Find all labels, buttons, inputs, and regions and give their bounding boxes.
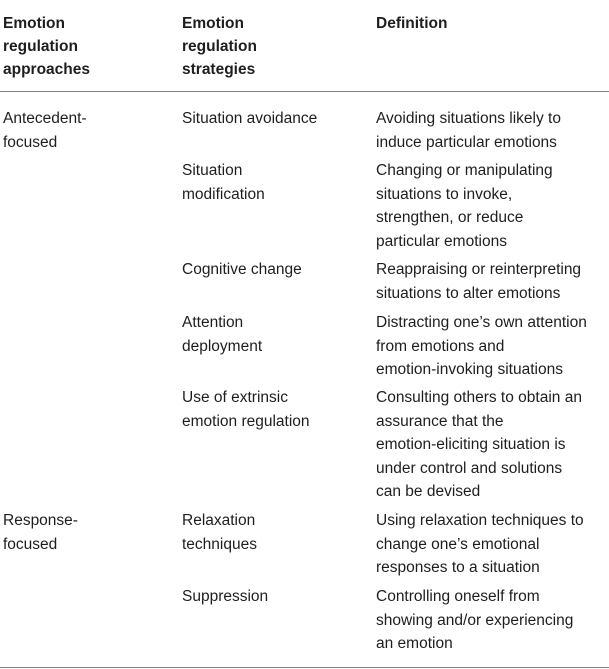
cell-line: situations to alter emotions [376, 284, 561, 302]
cell-line: Using relaxation techniques to [376, 512, 584, 529]
cell-line: Attention [182, 314, 244, 331]
row-4-strategy [182, 311, 262, 358]
header-definition [376, 12, 606, 35]
header-approaches [3, 12, 163, 81]
row-2-definition [376, 159, 553, 253]
row-3-strategy [182, 258, 302, 282]
cell-line: techniques [182, 535, 257, 553]
cell-line: situations to invoke, [376, 185, 513, 203]
header-approaches-line: regulation [3, 38, 78, 55]
header-approaches-line: approaches [3, 61, 91, 78]
row-3-definition [376, 258, 581, 305]
cell-line: can be devised [376, 483, 481, 500]
row-1-definition [376, 107, 561, 154]
cell-line: Cognitive change [182, 261, 302, 278]
cell-line: Changing or manipulating [376, 162, 553, 179]
row-4-definition [376, 311, 587, 382]
header-strategies-line: regulation [182, 38, 257, 55]
cell-line: showing and/or experiencing [376, 611, 574, 629]
cell-line: Consulting others to obtain an [376, 389, 582, 406]
cell-line: focused [3, 133, 58, 151]
header-strategies [182, 12, 362, 81]
table-header [0, 0, 609, 92]
cell-line: assurance that the [376, 412, 504, 430]
row-6-definition [376, 509, 584, 580]
cell-line: an emotion [376, 635, 453, 652]
row-2-strategy [182, 159, 265, 206]
cell-line: emotion regulation [182, 412, 310, 430]
cell-line: from emotions and [376, 337, 505, 355]
cell-line: under control and solutions [376, 459, 563, 477]
row-6-approach [3, 509, 78, 556]
table-bottom-rule [0, 667, 609, 668]
cell-line: Response- [3, 512, 78, 529]
cell-line: modification [182, 185, 265, 203]
header-strategies-line: strategies [182, 61, 256, 78]
cell-line: Controlling oneself from [376, 588, 540, 605]
row-5-definition [376, 386, 582, 504]
header-strategies-line: Emotion [182, 15, 244, 32]
cell-line: induce particular emotions [376, 133, 557, 151]
cell-line: strengthen, or reduce [376, 209, 524, 226]
header-definition-line: Definition [376, 15, 448, 32]
cell-line: Use of extrinsic [182, 389, 288, 406]
row-1-approach [3, 107, 87, 154]
cell-line: Relaxation [182, 512, 256, 529]
cell-line: Situation avoidance [182, 110, 318, 127]
row-5-strategy [182, 386, 310, 433]
cell-line: deployment [182, 337, 263, 355]
row-7-strategy [182, 585, 268, 609]
cell-line: Suppression [182, 588, 269, 605]
row-7-definition [376, 585, 573, 656]
cell-line: Distracting one’s own attention [376, 314, 587, 331]
row-6-strategy [182, 509, 257, 556]
cell-line: emotion-eliciting situation is [376, 436, 566, 453]
cell-line: focused [3, 535, 58, 553]
cell-line: Antecedent- [3, 110, 87, 127]
row-1-strategy [182, 107, 317, 131]
cell-line: change one’s emotional [376, 535, 540, 553]
cell-line: Avoiding situations likely to [376, 110, 561, 127]
cell-line: Reappraising or reinterpreting [376, 261, 582, 278]
cell-line: particular emotions [376, 232, 507, 250]
cell-line: Situation [182, 162, 243, 179]
header-approaches-line: Emotion [3, 15, 65, 32]
cell-line: emotion-invoking situations [376, 361, 563, 378]
cell-line: responses to a situation [376, 559, 540, 576]
